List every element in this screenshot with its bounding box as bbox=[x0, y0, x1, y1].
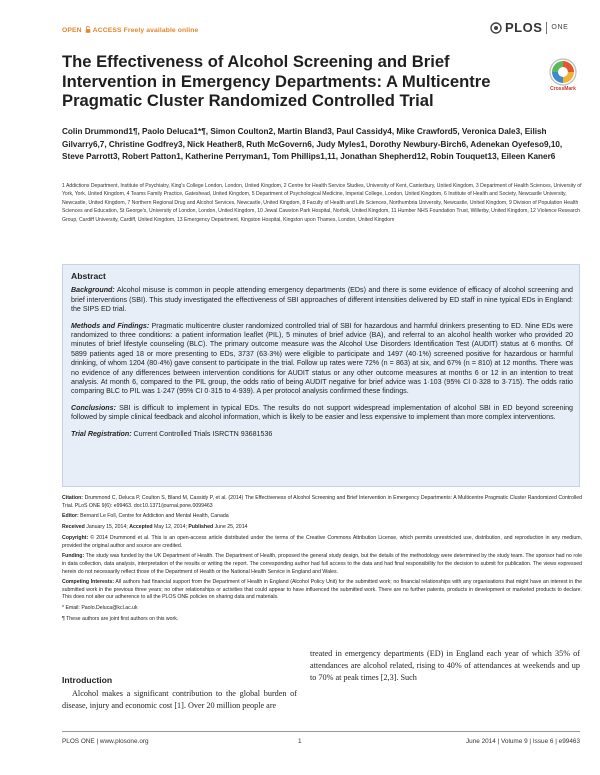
abstract-methods bbox=[71, 322, 573, 397]
footer-journal-site: PLOS ONE | www.plosone.org bbox=[62, 738, 149, 745]
conclusions-text: SBI is difficult to implement in typical EDs. The results do not support widespread implementation of alcohol SBI in ED beyond screening followed by simple clinical feedback and alcohol information, which is likely to be easier and less expensive to implement than more complex interventions. bbox=[71, 403, 573, 422]
methods-label: Methods and Findings: bbox=[71, 321, 150, 330]
abstract-background bbox=[71, 286, 573, 314]
logo-divider bbox=[546, 22, 547, 34]
footer-divider bbox=[62, 731, 580, 732]
accepted-label: Accepted bbox=[129, 524, 153, 531]
journal-name: ONE bbox=[551, 24, 569, 31]
funding-label: Funding: bbox=[62, 553, 85, 560]
crossmark-badge[interactable] bbox=[548, 57, 578, 95]
plos-logo-text: PLOS bbox=[505, 20, 543, 35]
accepted-date: May 12, 2014; bbox=[152, 524, 189, 531]
copyright bbox=[62, 535, 582, 550]
article-metadata bbox=[62, 495, 582, 627]
citation-text: Drummond C, Deluca P, Coulton S, Bland M, Cassidy P, et al. (2014) The Effectiveness of Alcohol Screening and Brief Intervention in Emergency Departments: A Multicentre Pragmatic Cluster Randomized Controlled Trial. PLoS ONE 9(6): e99463. doi:10.1371/journal.pone.0099463 bbox=[62, 495, 582, 509]
copyright-text: © 2014 Drummond et al. This is an open-access article distributed under the terms of the Creative Commons Attribution License, which permits unrestricted use, distribution, and reproduction in any medium, provided the original author and source are credited. bbox=[62, 534, 582, 549]
background-text: Alcohol misuse is common in people attending emergency departments (EDs) and there is some evidence of efficacy of alcohol screening and brief interventions (SBI). This study investigated the effectiveness of SBI approaches of different intensities delivered by ED staff in nine typical EDs in England: the SIPS ED trial. bbox=[71, 286, 573, 314]
editor bbox=[62, 513, 582, 521]
open-lock-icon bbox=[85, 26, 91, 33]
copyright-label: Copyright: bbox=[62, 534, 89, 541]
plos-one-logo bbox=[490, 20, 568, 35]
published-date: June 25, 2014 bbox=[213, 524, 248, 531]
dates bbox=[62, 524, 582, 532]
footer-issue-info: June 2014 | Volume 9 | Issue 6 | e99463 bbox=[465, 738, 580, 745]
editor-label: Editor: bbox=[62, 513, 79, 520]
competing-interests bbox=[62, 579, 582, 602]
citation-label: Citation: bbox=[62, 495, 84, 501]
open-access-banner bbox=[62, 26, 198, 34]
contact-email: * Email: Paolo.Deluca@kcl.ac.uk bbox=[62, 605, 138, 612]
body-column-right: treated in emergency departments (ED) in England each year of which 35% of attendances are alcohol related, rising to 40% of attendances at weekends and up to 70% at peak times [2,3]. Such bbox=[310, 649, 580, 683]
author-list: Colin Drummond1¶, Paolo Deluca1*¶, Simon Coulton2, Martin Bland3, Paul Cassidy4, Mike Crawford5, Veronica Dale3, Eilish Gilvarry6,7, Christine Godfrey3, Nick Heather8, Ruth McGovern6, Judy Myles1, Dorothy Newbury-Birch6, Adenekan Oyefeso9,10, Steve Parrott3, Robert Patton1, Katherine Perryman1, Tom Phillips1,11, Jonathan Shepherd12, Robin Touquet13, Eileen Kaner6 bbox=[62, 127, 563, 162]
abstract-registration bbox=[71, 430, 573, 439]
open-access-label: OPEN bbox=[62, 27, 82, 34]
citation bbox=[62, 495, 582, 510]
competing-text: All authors had financial support from the Department of Health in England (Alcohol Policy Unit) for the submitted work; no financial relationships with any organisations that might have an interest in the submitted work in the previous three years; no other relationships or activities that could appear to have influenced the submitted work. There are no further patents, products in development or marketed products to declare. This does not alter our adherence to all the PLOS ONE policies on sharing data and materials. bbox=[62, 579, 582, 601]
abstract-conclusions bbox=[71, 404, 573, 423]
equal-contribution-note: ¶ These authors are joint first authors on this work. bbox=[62, 616, 179, 623]
article-title: The Effectiveness of Alcohol Screening and Brief Intervention in Emergency Departments: A Multicentre Pragmatic Cluster Randomized Controlled Trial bbox=[62, 52, 491, 110]
registration-text: Current Controlled Trials ISRCTN 93681536 bbox=[131, 429, 273, 438]
open-access-text: ACCESS Freely available online bbox=[92, 27, 199, 34]
received-label: Received bbox=[62, 524, 85, 531]
crossmark-icon bbox=[548, 57, 578, 87]
introduction-heading: Introduction bbox=[62, 675, 113, 685]
methods-text: Pragmatic multicentre cluster randomized controlled trial of SBI for hazardous and harmful drinkers presenting to ED. Nine EDs were randomized to three conditions: a patient information leaflet (PIL), 5 minutes of brief advice (BA), and referral to an alcohol health worker who provided 20 minutes of brief lifestyle counseling (BLC). The primary outcome measure was the Alcohol Use Disorders Identification Test (AUDIT) status at 6 months. Of 5899 patients aged 18 or more presenting to EDs, 3737 (63·3%) were eligible to participate and 1497 (40·1%) screened positive for hazardous or harmful drinking, of whom 1204 (80·4%) gave consent to participate in the trial. Follow up rates were 72% (n = 863) at six, and 67% (n = 810) at 12 months. There was no evidence of any differences between intervention conditions for AUDIT status or any other outcome measures at months 6 or 12 in an intention to treat analysis. At month 6, compared to the PIL group, the odds ratio of being AUDIT negative for brief advice was 1·103 (95% CI 0·328 to 3·715). The odds ratio comparing BLC to PIL was 1·247 (95% CI 0·315 to 4·939). A per protocol analysis confirmed these findings. bbox=[71, 321, 573, 396]
affiliations: 1 Addictions Department, Institute of Psychiatry, King's College London, London, United Kingdom, 2 Centre for Health Service Studies, University of Kent, Canterbury, United Kingdom, 3 Department of Health Sciences, University of York, York, United Kingdom, 4 Teams Family Practice, Gateshead, United Kingdom, 5 Department of Psychological Medicine, Imperial College, London, United Kingdom, 6 Institute of Health and Society, Newcastle University, Newcastle, United Kingdom, 7 Northern Regional Drug and Alcohol Services, Newcastle, United Kingdom, 8 Faculty of Health and Life Sciences, Northumbria University, Newcastle, United Kingdom, 9 Division of Population Health Sciences and Education, St George's, University of London, London, United Kingdom, 10 Jewal Cawston Park Hospital, Norfolk, United Kingdom, 11 Humber NHS Foundation Trust, Willerby, United Kingdom, 12 Violence Research Group, Cardiff University, Cardiff, United Kingdom, 13 Emergency Department, Kingston Hospital, Kingston upon Thames, London, United Kingdom bbox=[62, 183, 582, 223]
abstract-box bbox=[62, 264, 580, 487]
funding bbox=[62, 553, 582, 576]
competing-label: Competing Interests: bbox=[62, 579, 115, 586]
abstract-heading: Abstract bbox=[71, 271, 106, 281]
background-label: Background: bbox=[71, 286, 115, 295]
crossmark-label: CrossMark bbox=[550, 86, 576, 92]
registration-label: Trial Registration: bbox=[71, 429, 132, 438]
funding-text: The study was funded by the UK Department of Health. The Department of Health, proposed the general study design, but the details of the methodology were determined by the study team. The sponsor had no role in data collection, data analysis, interpretation of the results or writing the report. The corresponding author had full access to the data and had final responsibility for the decision to submit for publication. The views expressed herein do not necessarily reflect those of the Department of Health or the National Health Service in England and Wales. bbox=[62, 553, 582, 575]
received-date: January 15, 2014; bbox=[84, 524, 130, 531]
published-label: Published bbox=[188, 524, 214, 531]
body-column-left: Alcohol makes a significant contribution to the global burden of disease, injury and economic cost [1]. Over 20 million people are bbox=[62, 689, 297, 711]
page-number: 1 bbox=[298, 738, 302, 745]
editor-text: Bernard Le Foll, Centre for Addiction and Mental Health, Canada bbox=[78, 513, 229, 520]
conclusions-label: Conclusions: bbox=[71, 403, 116, 412]
plos-logo-icon bbox=[490, 22, 502, 34]
